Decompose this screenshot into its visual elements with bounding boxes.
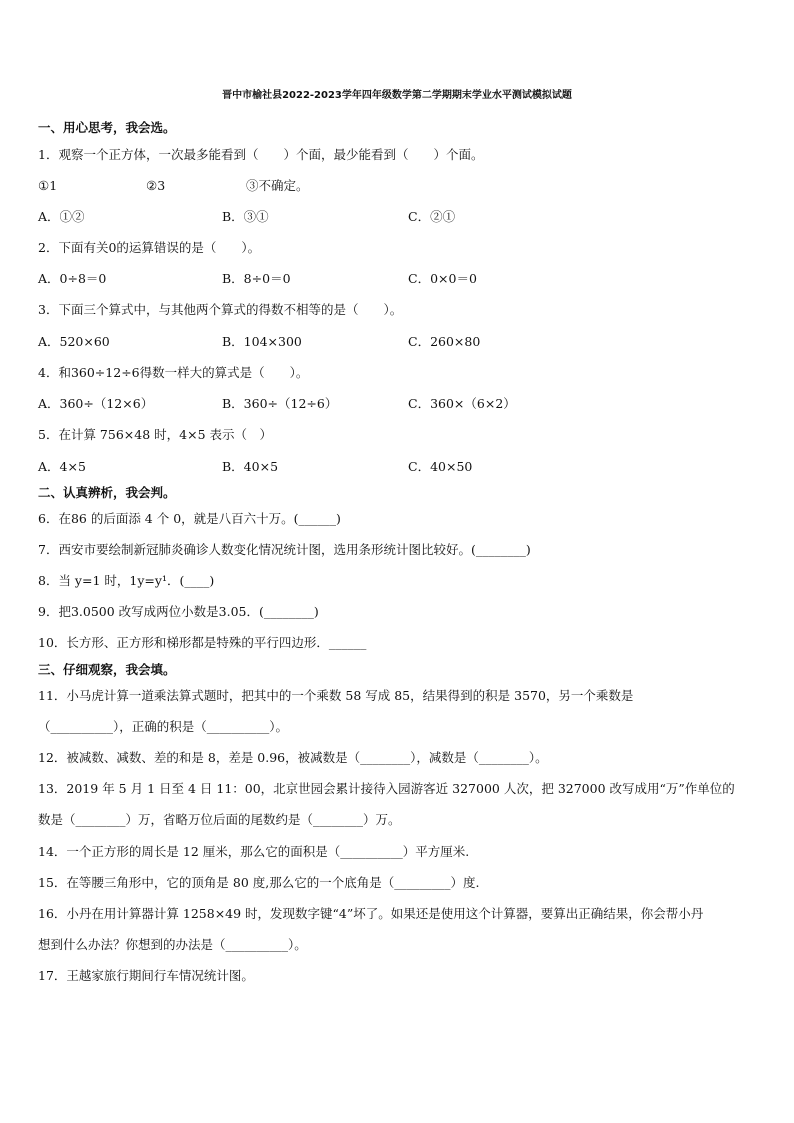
question-16-line-2: 想到什么办法？你想到的办法是（__________）。: [38, 937, 307, 952]
q2-option-a: A．0÷8＝0: [38, 271, 107, 286]
q1-option-b: B．③①: [222, 209, 269, 224]
q5-option-a: A．4×5: [38, 459, 86, 474]
q2-option-c: C．0×0＝0: [408, 271, 477, 286]
question-16-line-1: 16．小丹在用计算器计算 1258×49 时，发现数字键“4”坏了。如果还是使用这个计算器，要算出正确结果，你会帮小丹: [38, 906, 704, 921]
section-heading-2: 二、认真辨析，我会判。: [38, 485, 176, 500]
q4-option-a: A．360÷（12×6）: [38, 396, 154, 411]
question-9: 9．把3.0500 改写成两位小数是3.05．(________): [38, 604, 319, 619]
section-heading-3: 三、仔细观察，我会填。: [38, 662, 176, 677]
question-2: 2．下面有关0的运算错误的是（ ）。: [38, 240, 261, 255]
q3-option-c: C．260×80: [408, 334, 481, 349]
q1-option-c: C．②①: [408, 209, 456, 224]
q5-option-b: B．40×5: [222, 459, 279, 474]
q1-option-a: A．①②: [38, 209, 85, 224]
question-10: 10．长方形、正方形和梯形都是特殊的平行四边形．______: [38, 635, 367, 650]
q1-choice-2: ②3: [146, 178, 166, 193]
question-6: 6．在86 的后面添 4 个 0，就是八百六十万。(______): [38, 511, 341, 526]
question-12: 12．被减数、减数、差的和是 8，差是 0.96，被减数是（________），减数是（________）。: [38, 750, 548, 765]
q3-option-a: A．520×60: [38, 334, 110, 349]
q4-option-b: B．360÷（12÷6）: [222, 396, 338, 411]
q1-choice-1: ①1: [38, 178, 58, 193]
question-3: 3．下面三个算式中，与其他两个算式的得数不相等的是（ ）。: [38, 302, 403, 317]
question-1: 1．观察一个正方体，一次最多能看到（ ）个面，最少能看到（ ）个面。: [38, 147, 484, 162]
q5-option-c: C．40×50: [408, 459, 473, 474]
question-7: 7．西安市要绘制新冠肺炎确诊人数变化情况统计图，选用条形统计图比较好。(________): [38, 542, 531, 557]
question-11-line-1: 11．小马虎计算一道乘法算式题时，把其中的一个乘数 58 写成 85，结果得到的积是 3570，另一个乘数是: [38, 688, 634, 703]
q4-option-c: C．360×（6×2）: [408, 396, 516, 411]
question-11-line-2: （__________），正确的积是（__________）。: [38, 719, 289, 734]
q1-choice-3: ③不确定。: [246, 178, 309, 193]
question-4: 4．和360÷12÷6得数一样大的算式是（ ）。: [38, 365, 309, 380]
question-17: 17．王越家旅行期间行车情况统计图。: [38, 968, 254, 983]
question-13-line-1: 13．2019 年 5 月 1 日至 4 日 11：00，北京世园会累计接待入园游客近 327000 人次，把 327000 改写成用“万”作单位的: [38, 781, 735, 796]
question-5: 5．在计算 756×48 时，4×5 表示（ ）: [38, 427, 272, 442]
question-8: 8．当 y=1 时，1y=y¹．(____): [38, 573, 215, 588]
section-heading-1: 一、用心思考，我会选。: [38, 120, 176, 135]
question-13-line-2: 数是（________）万，省略万位后面的尾数约是（________）万。: [38, 812, 401, 827]
page-title: 晋中市榆社县2022-2023学年四年级数学第二学期期末学业水平测试模拟试题: [222, 90, 572, 101]
q2-option-b: B．8÷0＝0: [222, 271, 291, 286]
q3-option-b: B．104×300: [222, 334, 302, 349]
question-15: 15．在等腰三角形中，它的顶角是 80 度,那么它的一个底角是（_________）度.: [38, 875, 480, 890]
question-14: 14．一个正方形的周长是 12 厘米，那么它的面积是（__________）平方厘米.: [38, 844, 470, 859]
